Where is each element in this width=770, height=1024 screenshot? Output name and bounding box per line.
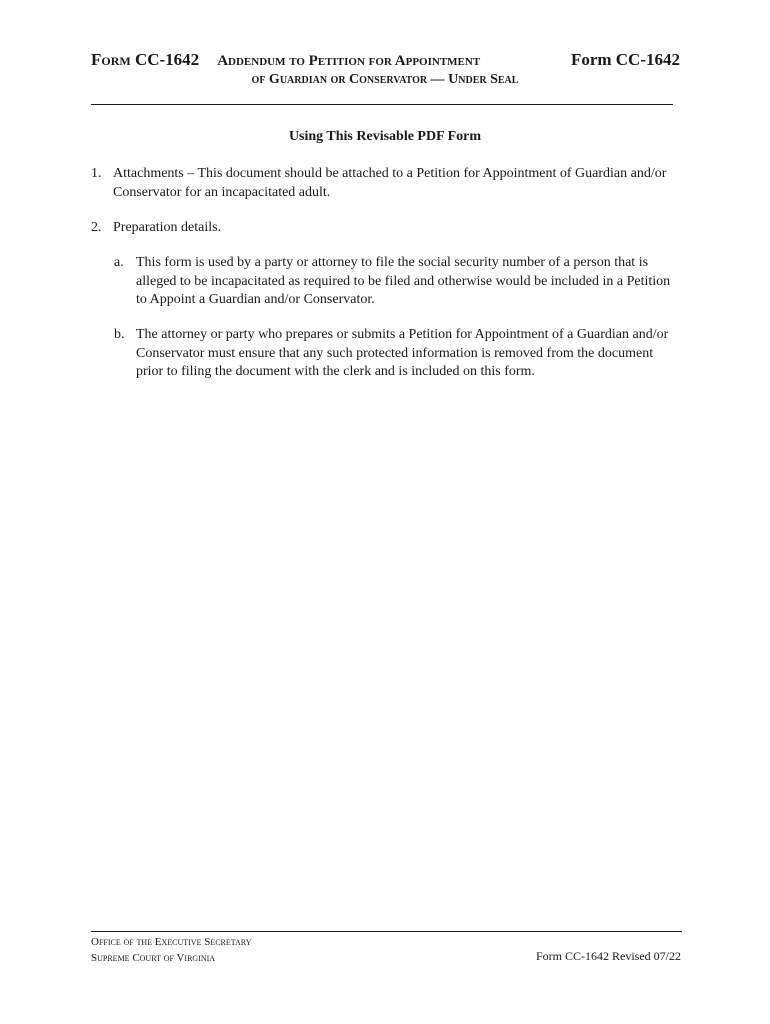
header-title-line1 (91, 50, 480, 70)
list-item-number: 1. (91, 166, 102, 181)
header-divider (91, 104, 673, 105)
list-item-text: Attachments – This document should be attached to a Petition for Appointment of Guardian and/or Conservator for an incapacitated adult. (113, 166, 667, 200)
footer-form-revision: Form CC-1642 Revised 07/22 (535, 949, 681, 963)
form-title-line1: Addendum to Petition for Appointment (217, 53, 481, 69)
sub-item-b (114, 326, 680, 382)
form-code-right: Form CC-1642 (570, 50, 680, 69)
sub-item-text: The attorney or party who prepares or submits a Petition for Appointment of a Guardian and/or Conservator must ensure that any such protected information is removed from the document prior to filing the document with the clerk and is included on this form. (136, 327, 669, 379)
list-item-number: 2. (91, 220, 102, 235)
sub-item-text: This form is used by a party or attorney to file the social security number of a person that is alleged to be incapacitated as required to be filed and otherwise would be included in a Petition to Appoint a Guardian and/or Conservator. (136, 255, 671, 307)
section-title: Using This Revisable PDF Form (288, 129, 482, 144)
sub-item-letter: a. (114, 255, 124, 270)
footer-divider (91, 931, 682, 932)
list-item-1 (91, 165, 681, 202)
sub-item-letter: b. (114, 327, 125, 342)
footer-office (91, 934, 251, 966)
footer-office-line1: Office of the Executive Secretary (91, 936, 252, 948)
list-item-text: Preparation details. (113, 220, 222, 235)
list-item-2 (91, 219, 681, 238)
sub-item-a (114, 254, 680, 310)
form-code-left: Form CC-1642 (91, 50, 200, 69)
footer-office-line2: Supreme Court of Virginia (91, 952, 216, 964)
form-title-line2: of Guardian or Conservator — Under Seal (251, 72, 519, 87)
